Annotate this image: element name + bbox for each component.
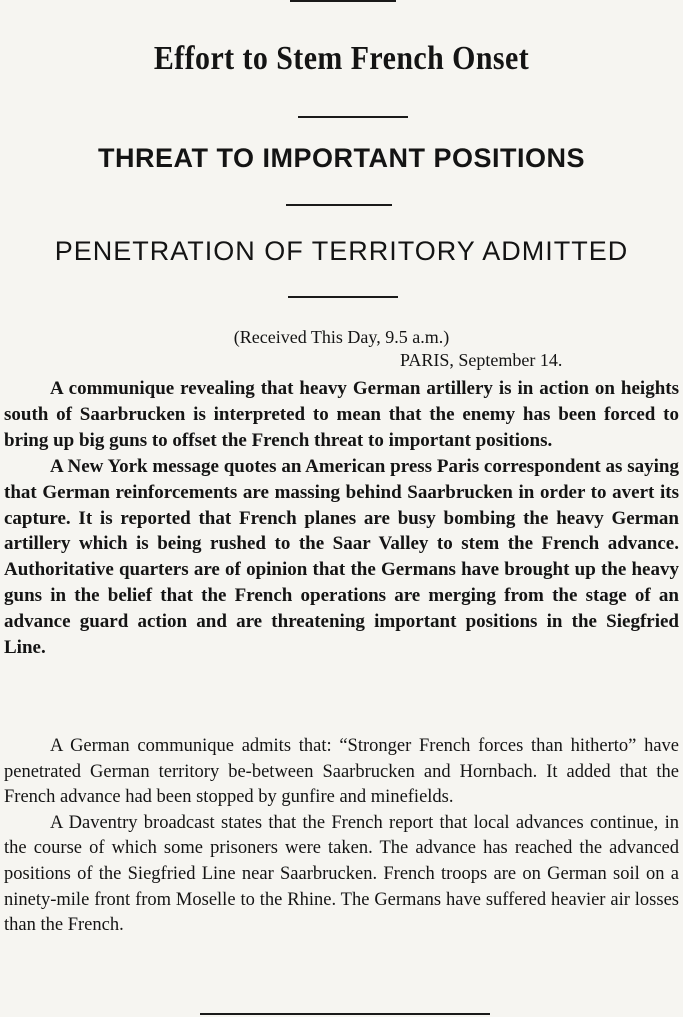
paragraph: A Daventry broadcast states that the French report that local advances continue, in the course of which some prisoners were taken. The advance has reached the advanced positions of the Siegfried Line near Saarbrucken. French troops are on German soil on a ninety-mile front from Moselle to the Rhine. The Germans have suffered heavier air losses than the French. [4,812,679,936]
bottom-rule [200,1013,490,1015]
paragraph: A German communique admits that: “Stronger French forces than hitherto” have penetrated German territory be-between Saarbrucken and Hornbach. It added that the French advance had been stopped by gunfire and minefields. [4,736,679,808]
article-body [4,734,679,939]
divider-3 [288,296,398,298]
divider-2 [286,204,392,206]
subhead-secondary: PENETRATION OF TERRITORY ADMITTED [54,236,629,266]
paragraph: A communique revealing that heavy German artillery is in action on heights south of Saarbrucken is interpreted to mean that the enemy has been forced to bring up big guns to offset the French threat to important positions. [4,378,679,451]
received-line: (Received This Day, 9.5 a.m.) [233,327,450,347]
article-body-bold [4,376,679,661]
headline: Effort to Stem French Onset [153,40,530,77]
divider-1 [298,116,408,118]
subhead: THREAT TO IMPORTANT POSITIONS [98,143,585,173]
top-rule [290,0,396,2]
paragraph: A New York message quotes an American press Paris correspondent as saying that German reinforcements are massing behind Saarbrucken in order to avert its capture. It is reported that French planes are busy bombing the heavy German artillery which is being rushed to the Saar Valley to stem the French advance. Authoritative quarters are of opinion that the Germans have brought up the heavy guns in the belief that the French operations are merging from the stage of an advance guard action and are threatening important positions in the Siegfried Line. [4,455,679,659]
dateline: PARIS, September 14. [400,350,563,370]
